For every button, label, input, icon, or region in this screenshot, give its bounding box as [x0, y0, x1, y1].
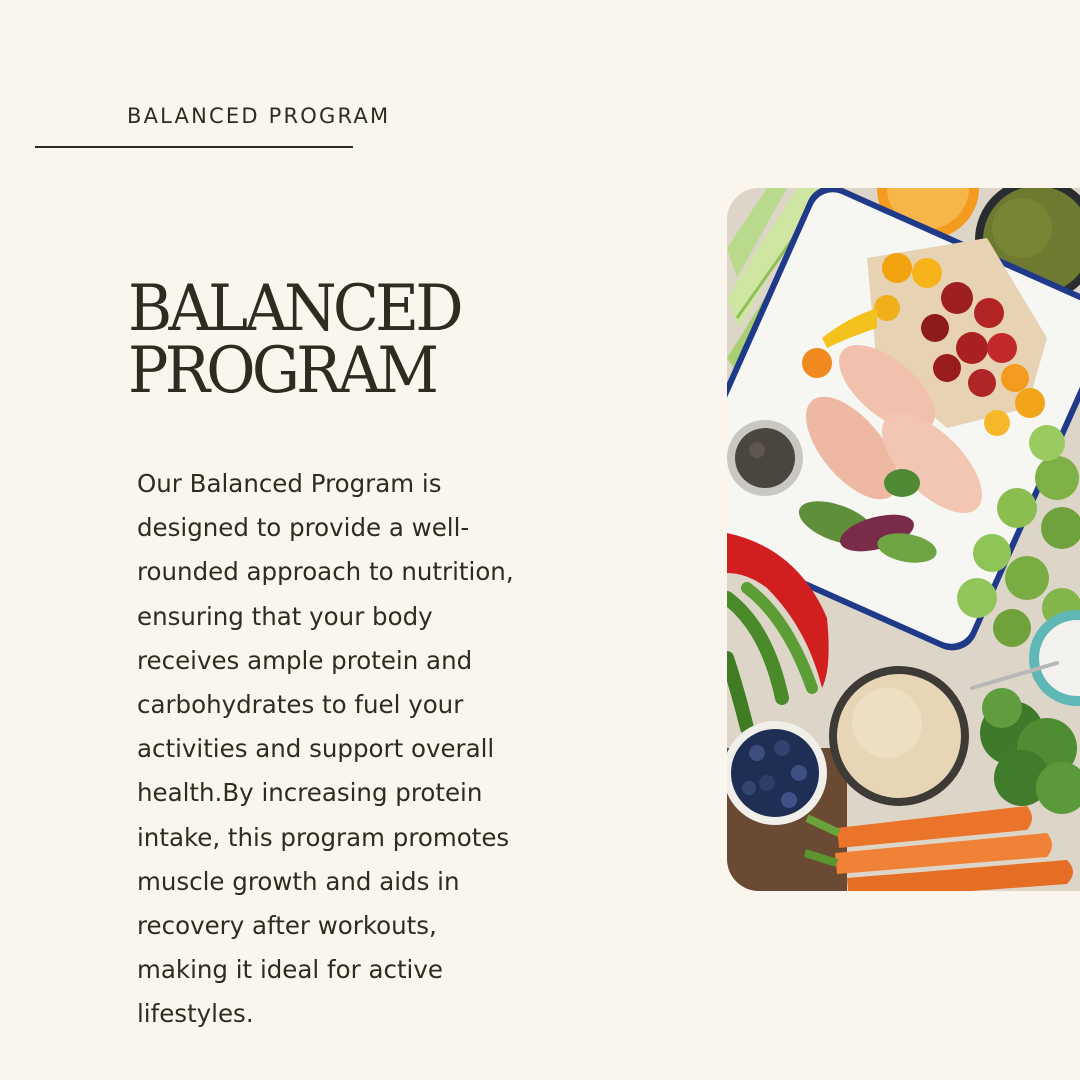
- description-line: recovery after workouts,: [137, 911, 437, 941]
- description-line: ensuring that your body: [137, 601, 433, 631]
- description-line: carbohydrates to fuel your: [137, 690, 464, 720]
- eyebrow-label: BALANCED PROGRAM: [127, 104, 391, 128]
- description-line: intake, this program promotes: [137, 822, 510, 852]
- blueberry-bowl: [727, 721, 827, 825]
- program-description: [137, 462, 582, 1037]
- description-line: receives ample protein and: [137, 645, 473, 675]
- description-line: activities and support overall: [137, 734, 495, 764]
- description-line: making it ideal for active: [137, 955, 443, 985]
- food-photo: [727, 188, 1080, 891]
- description-line: rounded approach to nutrition,: [137, 557, 514, 587]
- description-line: designed to provide a well-: [137, 513, 470, 543]
- page-title-line-2: PROGRAM: [128, 334, 436, 408]
- description-line: health.By increasing protein: [137, 778, 483, 808]
- description-line: Our Balanced Program is: [137, 469, 442, 498]
- page-title-line-1: BALANCED: [128, 272, 460, 346]
- eyebrow-divider: [35, 146, 353, 148]
- page-title: [128, 272, 460, 408]
- description-line: muscle growth and aids in: [137, 866, 460, 896]
- chia-seed-jar: [727, 420, 803, 496]
- description-line: lifestyles.: [137, 999, 254, 1029]
- quinoa-bowl: [829, 666, 969, 806]
- food-photo-illustration: [727, 188, 1080, 891]
